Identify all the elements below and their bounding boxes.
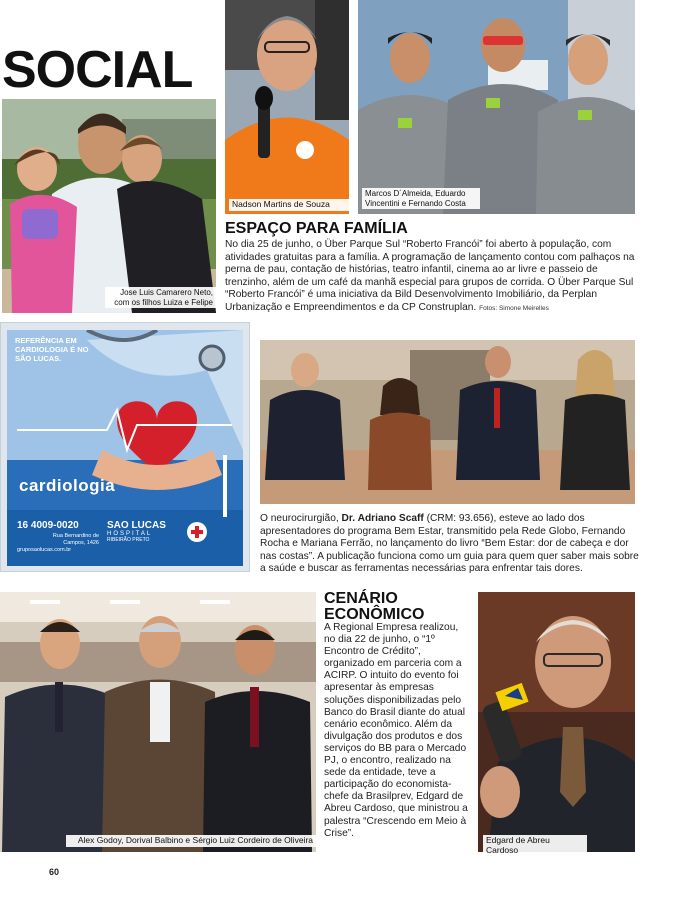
caption-nadson: Nadson Martins de Souza (229, 199, 349, 211)
photo-three-suits (0, 592, 316, 852)
ad-headline: REFERÊNCIA EM CARDIOLOGIA É NO SÃO LUCAS. (15, 336, 89, 363)
photo-bem-estar (260, 340, 635, 504)
ad-cross-icon (187, 522, 207, 542)
ad-hospital-name: SAO LUCAS (107, 520, 166, 531)
scaff-name: Dr. Adriano Scaff (341, 513, 424, 524)
photo-nadson (225, 0, 349, 214)
ad-hospital-logo (107, 520, 185, 543)
photo-three-men (358, 0, 635, 214)
ad-address: Rua Bernardino de Campos, 1426 (52, 533, 99, 546)
ad-hospital-city: RIBEIRÃO PRETO (107, 537, 150, 543)
ad-sao-lucas (7, 330, 243, 566)
page-section-title: SOCIAL (2, 41, 193, 99)
photo-edgard (478, 592, 635, 852)
espaco-paragraph: No dia 25 de junho, o Über Parque Sul “Roberto Francói” foi aberto à população, com atividades gratuitas para a família. A programação de lançamento contou com palhaços na perna de pau, contação de histórias, teatro infantil, cinema ao ar livre e passeio de trenzinho, além de um café da manhã especial para grupos de corrida. O Über Parque Sul “Roberto Francói” é uma iniciativa da Bild Desenvolvimento Imobiliário, da Perplan Urbanização e Empreendimentos e da CP Construplan. (225, 239, 635, 313)
espaco-title: ESPAÇO PARA FAMÍLIA (225, 220, 408, 237)
cenario-text: A Regional Empresa realizou, no dia 22 de junho, o “1º Encontro de Crédito”, organizado em parceria com a ACIRP. O intuito do evento foi apresentar às empresas soluções disponibilizadas pelo Banco do Brasil diante do atual cenário econômico. Além da divulgação dos produtos e dos serviços do BB para o Mercado PJ, o encontro, realizado na sede da entidade, teve a participação do economista-chefe da Brasilprev, Edgard de Abreu Cardoso, que ministrou a palestra “Crescendo em Meio à Crise”. (324, 622, 468, 839)
scaff-paragraph: (CRM: 93.656), esteve ao lado dos apresentadores do programa Bem Estar, transmitido pela Rede Globo, Fernando Rocha e Mariana Ferrão, no lançamento do livro “Bem Estar: dor de cabeça e dor nas costas”. A publicação funciona como um guia para quem quer saber mais sobre a saúde e buscar as ferramentas necessárias para enfrentar tais dores. (260, 513, 639, 575)
scaff-text (260, 513, 640, 576)
espaco-text (225, 239, 635, 316)
scaff-intro: O neurocirurgião, (260, 513, 342, 524)
caption-edgard: Edgard de Abreu Cardoso (483, 835, 587, 856)
cenario-title: CENÁRIO ECONÔMICO (324, 590, 425, 623)
ad-phone: 16 4009-0020 (17, 520, 79, 531)
caption-family: Jose Luis Camarero Neto, com os filhos Luiza e Felipe (105, 287, 216, 308)
page-number: 60 (49, 867, 60, 877)
ad-website: gruposaolucas.com.br (17, 547, 72, 553)
caption-three-men: Marcos D´Almeida, Eduardo Vincentini e Fernando Costa (362, 188, 480, 209)
ad-hospital-sub: HOSPITAL (107, 531, 153, 537)
ad-brand: cardiologia (19, 476, 116, 495)
espaco-credit: Fotos: Simone Meirelles (479, 304, 549, 312)
photo-family (2, 99, 216, 313)
caption-three-suits: Alex Godoy, Dorival Balbino e Sérgio Luiz Cordeiro de Oliveira (66, 835, 316, 847)
